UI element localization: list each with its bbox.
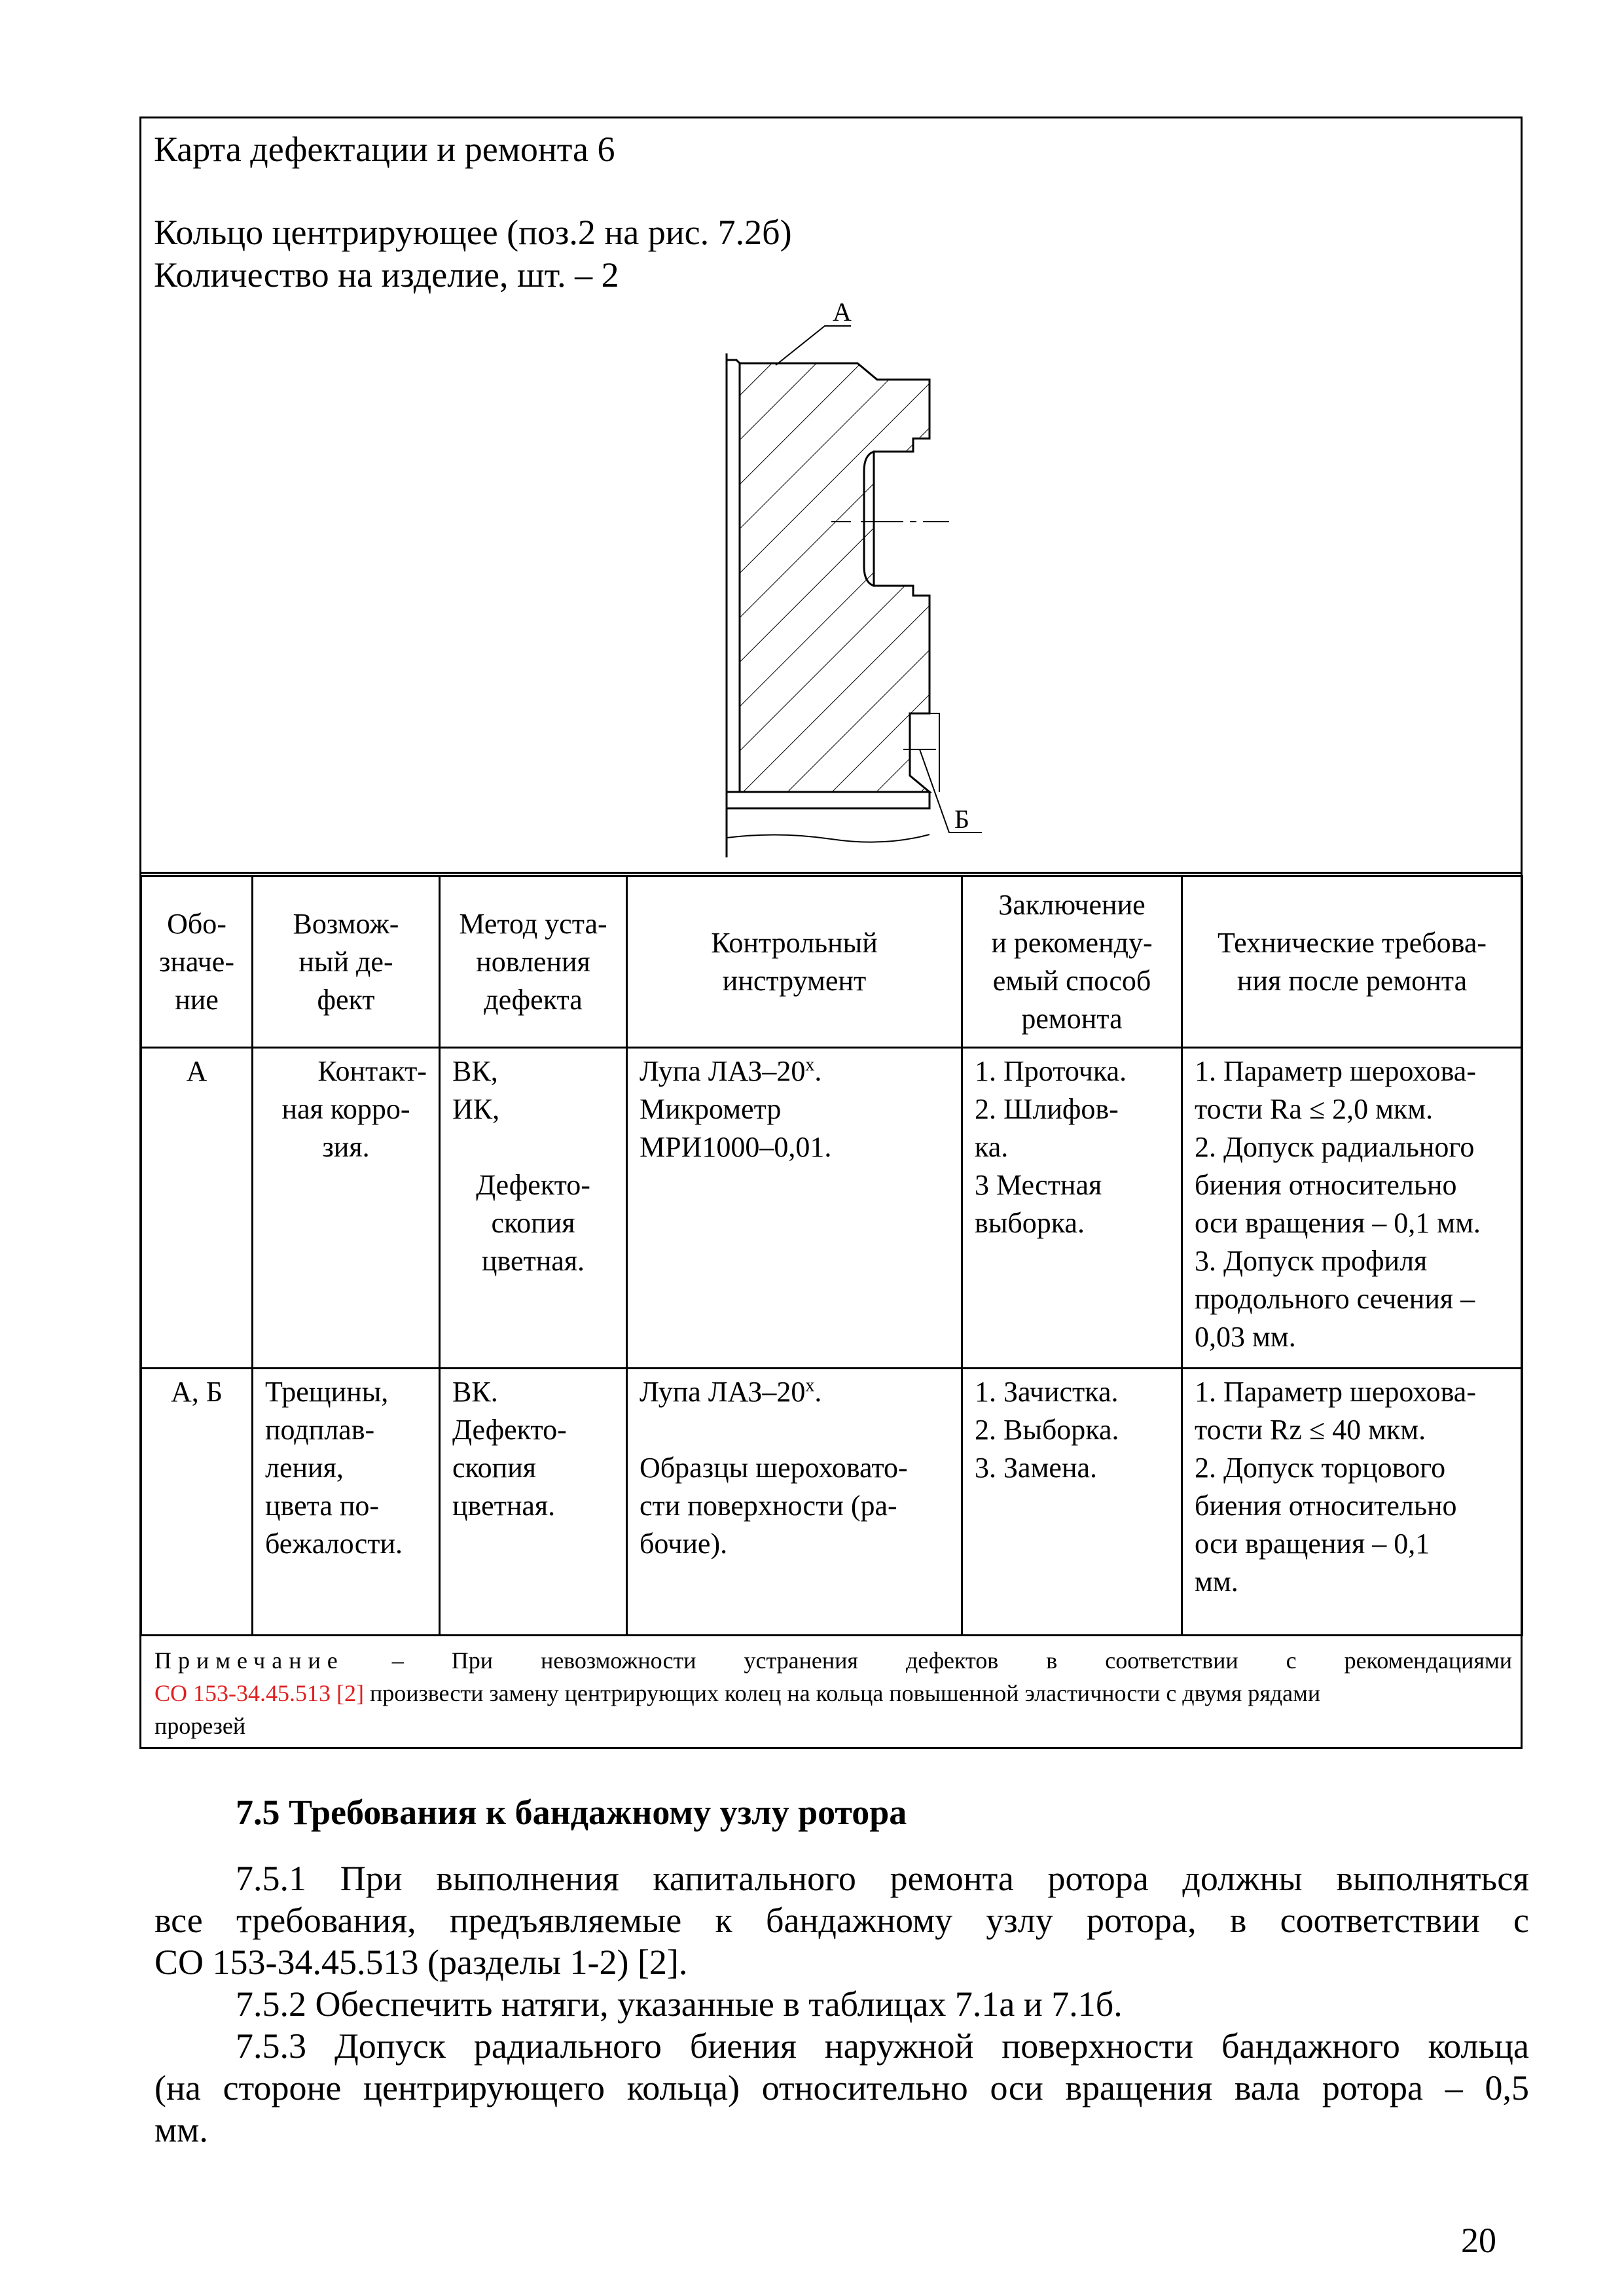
card-title: Карта дефектации и ремонта 6 [154, 130, 615, 169]
header-repair: Заключение и рекоменду- емый способ ремонта [962, 876, 1182, 1048]
page-number: 20 [1461, 2221, 1496, 2260]
header-method: Метод уста- новления дефекта [440, 876, 627, 1048]
table-row [141, 1048, 1523, 1369]
paragraph-7-5-1: 7.5.1 При выполнения капитального ремонта ротора должны выполняться все требования, предъявляемые к бандажному узлу ротора, в соответствии с СО 153-34.45.513 (разделы 1-2) [2]. [154, 1859, 1529, 1982]
cell-instrument: Лупа ЛАЗ–$20^х$. Образцы шероховато- сти поверхности (ра- бочие). [627, 1369, 962, 1636]
header-defect: Возмож- ный де- фект [253, 876, 440, 1048]
cell-defect: Контакт- ная корро- зия. [253, 1048, 440, 1369]
cell-designation: А, Б [141, 1369, 253, 1636]
cell-repair: 1. Проточка. 2. Шлифов- ка. 3 Местная выборка. [962, 1048, 1182, 1369]
header-instrument: Контрольный инструмент [627, 876, 962, 1048]
cell-repair: 1. Зачистка. 2. Выборка. 3. Замена. [962, 1369, 1182, 1636]
note-line-2: СО 153-34.45.513 [2] произвести замену центрирующих колец на кольца повышенной эластичности с двумя рядами [154, 1680, 1321, 1706]
note-line-3: прорезей [154, 1713, 246, 1739]
header-requirements: Технические требова- ния после ремонта [1182, 876, 1523, 1048]
drawing-label-b: Б [954, 804, 969, 834]
standard-reference-link[interactable]: СО 153-34.45.513 [2] [154, 1680, 364, 1706]
table-header-row [141, 876, 1523, 1048]
cell-requirements: 1. Параметр шерохова- тости Rz ≤ 40 мкм. 2. Допуск торцового биения относительно оси вращения – 0,1 мм. [1182, 1369, 1523, 1636]
cell-requirements: 1. Параметр шерохова- тости Ra ≤ 2,0 мкм. 2. Допуск радиального биения относительно оси вращения – 0,1 мм. 3. Допуск профиля продольного сечения – 0,03 мм. [1182, 1048, 1523, 1369]
paragraph-7-5-2: 7.5.2 Обеспечить натяги, указанные в таблицах 7.1а и 7.1б. [236, 1984, 1123, 2024]
cell-method: ВК, ИК, Дефекто- скопия цветная. [440, 1048, 627, 1369]
cell-method: ВК. Дефекто- скопия цветная. [440, 1369, 627, 1636]
cell-designation: А [141, 1048, 253, 1369]
header-designation: Обо- значе- ние [141, 876, 253, 1048]
note-line-1: Примечание – При невозможности устранения дефектов в соответствии с рекомендациями [154, 1647, 1512, 1674]
section-heading: 7.5 Требования к бандажному узлу ротора [236, 1793, 907, 1832]
centering-ring-drawing [713, 288, 1015, 857]
card-note [140, 1636, 1521, 1748]
paragraph-7-5-3: 7.5.3 Допуск радиального биения наружной поверхности бандажного кольца (на стороне центрирующего кольца) относительно оси вращения вала ротора – 0,5 мм. [154, 2026, 1529, 2149]
quantity-per-product: Количество на изделие, шт. – 2 [154, 255, 619, 295]
note-label: Примечание [154, 1647, 344, 1674]
cell-instrument: Лупа ЛАЗ–$20^х$. Микрометр МРИ1000–0,01. [627, 1048, 962, 1369]
drawing-label-a: А [833, 297, 852, 327]
cell-defect: Трещины, подплав- ления, цвета по- бежалости. [253, 1369, 440, 1636]
table-row [141, 1369, 1523, 1636]
defect-table [140, 875, 1523, 1636]
part-name: Кольцо центрирующее (поз.2 на рис. 7.2б) [154, 213, 792, 252]
